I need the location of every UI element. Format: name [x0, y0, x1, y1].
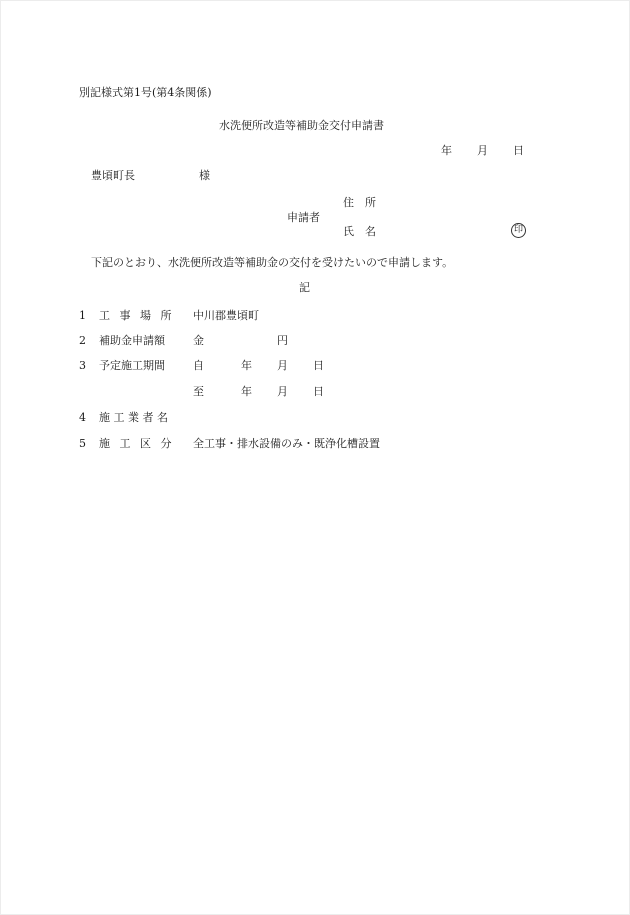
item-number: 2: [79, 334, 86, 347]
item-label: 施 工 業 者 名: [99, 411, 168, 424]
date-day: 日: [513, 144, 524, 157]
applicant-label: 申請者: [287, 211, 320, 224]
period-from-year: 年: [241, 359, 252, 372]
period-to-day: 日: [313, 385, 324, 398]
period-to-month: 月: [277, 385, 288, 398]
seal-mark: 印: [511, 223, 526, 238]
item-value: 全工事・排水設備のみ・既浄化槽設置: [193, 437, 380, 450]
period-from-day: 日: [313, 359, 324, 372]
document-title: 水洗便所改造等補助金交付申請書: [219, 119, 384, 132]
ki-heading: 記: [299, 281, 310, 294]
item-label: 予定施工期間: [99, 359, 165, 372]
amount-suffix: 円: [277, 334, 288, 347]
addressee-honorific: 様: [199, 169, 210, 182]
amount-prefix: 金: [193, 334, 204, 347]
item-label: 補助金申請額: [99, 334, 165, 347]
period-to-year: 年: [241, 385, 252, 398]
date-month: 月: [477, 144, 488, 157]
form-number: 別記様式第1号(第4条関係): [79, 86, 212, 99]
body-text: 下記のとおり、水洗便所改造等補助金の交付を受けたいので申請します。: [91, 256, 454, 269]
period-from-month: 月: [277, 359, 288, 372]
date-year: 年: [441, 144, 452, 157]
addressee-name: 豊頃町長: [91, 169, 135, 182]
period-from: 自: [193, 359, 204, 372]
item-number: 4: [79, 411, 86, 424]
applicant-address-label: 住 所: [343, 196, 376, 209]
item-label: 工 事 場 所: [99, 309, 175, 322]
item-number: 1: [79, 309, 86, 322]
applicant-name-label: 氏 名: [343, 225, 376, 238]
period-to: 至: [193, 385, 204, 398]
item-number: 5: [79, 437, 86, 450]
item-label: 施 工 区 分: [99, 437, 175, 450]
item-value: 中川郡豊頃町: [193, 309, 259, 322]
item-number: 3: [79, 359, 86, 372]
